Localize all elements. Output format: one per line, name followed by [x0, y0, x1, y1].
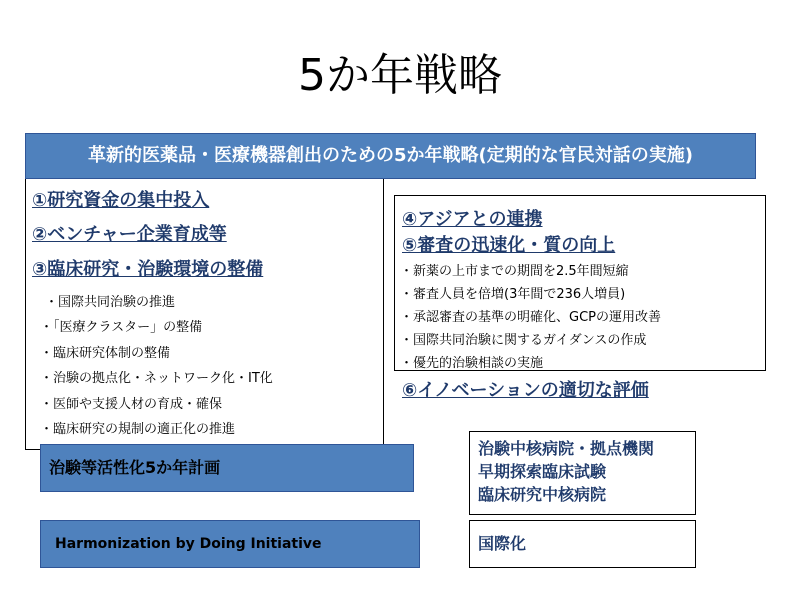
right-bullet: ・新薬の上市までの期間を2.5年間短縮: [400, 264, 629, 279]
centers-line: 治験中核病院・拠点機関: [478, 439, 655, 458]
right-bullet: ・承認審査の基準の明確化、GCPの運用改善: [400, 310, 661, 325]
slide-title: 5か年戦略: [298, 50, 502, 101]
plan-box: 治験等活性化5か年計画: [40, 444, 414, 492]
right-bullet: ・優先的治験相談の実施: [400, 356, 544, 371]
left-bullet: ・治験の拠点化・ネットワーク化・IT化: [40, 371, 273, 386]
centers-line: 早期探索臨床試験: [478, 462, 607, 481]
centers-line: 臨床研究中核病院: [478, 485, 607, 504]
heading-innovation: ⑥イノベーションの適切な評価: [402, 380, 649, 401]
heading-research-funding: ①研究資金の集中投入: [32, 190, 210, 211]
strategy-banner: 革新的医薬品・医療機器創出のための5か年戦略(定期的な官民対話の実施): [25, 133, 756, 179]
left-bullet: ・医師や支援人材の育成・確保: [40, 397, 223, 412]
right-bullet: ・審査人員を倍増(3年間で236人増員): [400, 287, 626, 302]
centers-box: [469, 431, 696, 515]
right-bullet: ・国際共同治験に関するガイダンスの作成: [400, 333, 647, 348]
left-bullet: ・臨床研究体制の整備: [40, 346, 171, 361]
left-bullet: ・臨床研究の規制の適正化の推進: [40, 422, 236, 437]
left-bullet: ・国際共同治験の推進: [45, 295, 176, 310]
heading-clinical-environment: ③臨床研究・治験環境の整備: [32, 259, 264, 280]
international-box: 国際化: [469, 520, 696, 568]
heading-review-speed: ⑤審査の迅速化・質の向上: [402, 235, 616, 256]
hbd-box: Harmonization by Doing Initiative: [40, 520, 420, 568]
heading-venture-support: ②ベンチャー企業育成等: [32, 224, 227, 245]
left-bullet: ・「医療クラスター」の整備: [40, 320, 203, 335]
heading-asia: ④アジアとの連携: [402, 209, 543, 230]
